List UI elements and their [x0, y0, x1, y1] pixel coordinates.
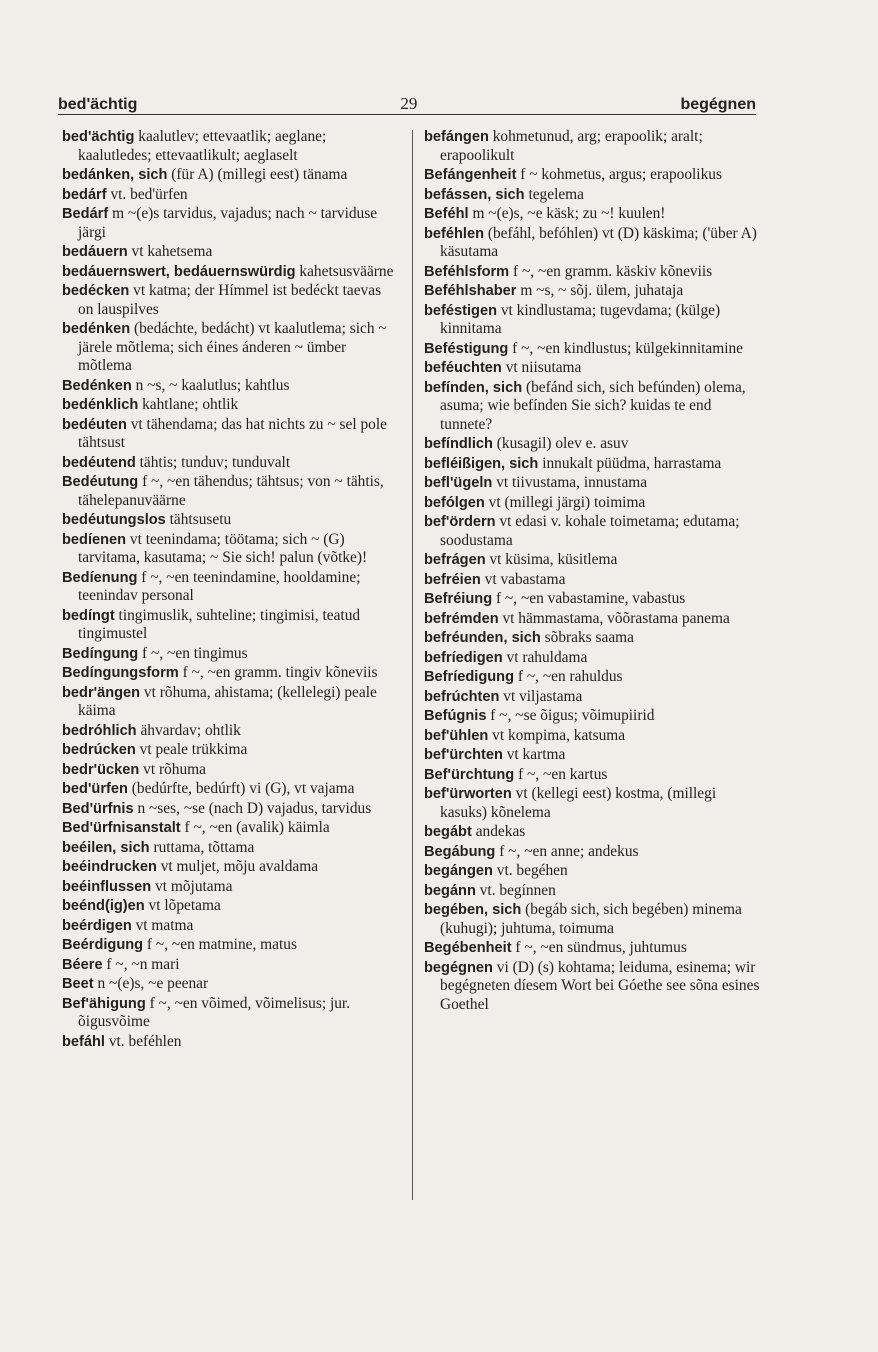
dictionary-entry	[62, 800, 394, 819]
entry-definition: ähvardav; ohtlik	[136, 721, 241, 739]
dictionary-entry	[424, 455, 760, 474]
entry-headword: Bef'ähigung	[62, 995, 146, 1012]
dictionary-entry	[62, 936, 394, 955]
entry-definition: f ~, ~en tähendus; tähtsus; von ~ tähtis, tähelepanuväärne	[78, 473, 388, 509]
left-guideword: bed'ächtig	[58, 96, 138, 113]
dictionary-entry	[424, 649, 760, 668]
entry-definition: (für A) (millegi eest) tänama	[167, 166, 348, 183]
entry-headword: Bedíngungsform	[62, 665, 179, 681]
entry-definition: tähtsusetu	[165, 511, 232, 528]
entry-definition: ruttama, tõttama	[149, 838, 255, 856]
entry-headword: bef'ördern	[424, 514, 496, 530]
entry-headword: bedéutungslos	[62, 512, 166, 528]
dictionary-entry	[62, 839, 394, 858]
entry-headword: bedáuern	[62, 244, 128, 260]
entry-definition: f ~, ~en (avalik) käimla	[180, 819, 330, 836]
entry-headword: befólgen	[424, 494, 485, 511]
dictionary-entry	[62, 995, 394, 1032]
entry-definition: vt. bed'ürfen	[106, 185, 188, 203]
entry-headword: bed'ürfen	[62, 781, 128, 797]
entry-definition: f ~, ~en teenindamine, hooldamine; teenindav personal	[78, 568, 365, 604]
entry-headword: bedáuernswert, bedáuernswürdig	[62, 263, 296, 280]
entry-headword: bedéuten	[62, 416, 127, 433]
entry-headword: befínden, sich	[424, 379, 523, 396]
entry-headword: beérdigen	[62, 917, 132, 934]
dictionary-entry	[62, 128, 394, 165]
entry-definition: (bedúrfte, bedúrft) vi (G), vt vajama	[127, 780, 355, 797]
dictionary-entry	[62, 761, 394, 780]
entry-definition: kohmetunud, arg; erapoolik; aralt; erapoolikult	[440, 128, 707, 164]
page-number: 29	[400, 94, 418, 113]
entry-headword: Bedéutung	[62, 474, 139, 490]
dictionary-entry	[424, 668, 760, 687]
entry-definition: vt. begéhen	[492, 862, 568, 879]
entry-definition: f ~, ~en kartus	[514, 765, 608, 783]
left-column	[62, 128, 394, 1052]
entry-headword: bedéutend	[62, 454, 136, 471]
dictionary-entry	[62, 320, 394, 376]
dictionary-entry	[62, 416, 394, 453]
right-guideword: begégnen	[680, 96, 756, 113]
dictionary-entry	[62, 897, 394, 916]
entry-definition: vt teenindama; töötama; sich ~ (G) tarvitama, kasutama; ~ Sie sich! palun (võtke)!	[78, 530, 368, 566]
entry-headword: bef'ühlen	[424, 727, 489, 744]
entry-headword: bedróhlich	[62, 722, 137, 739]
entry-definition: vt (millegi järgi) toimima	[484, 493, 646, 511]
entry-definition: vt vabastama	[480, 570, 566, 588]
entry-headword: Beet	[62, 976, 94, 992]
dictionary-entry	[424, 688, 760, 707]
entry-definition: vt rõhuma	[139, 760, 206, 778]
dictionary-entry	[424, 843, 760, 862]
page-header	[58, 84, 756, 115]
dictionary-entry	[62, 1033, 394, 1052]
dictionary-entry	[62, 780, 394, 799]
entry-headword: Bed'ürfnisanstalt	[62, 820, 181, 836]
entry-headword: Beféhlshaber	[424, 283, 517, 299]
entry-definition: vt kompima, katsuma	[488, 726, 626, 744]
dictionary-entry	[62, 741, 394, 760]
dictionary-entry	[62, 664, 394, 683]
entry-definition: vt peale trükkima	[135, 741, 248, 758]
dictionary-entry	[424, 359, 760, 378]
dictionary-entry	[62, 282, 394, 319]
dictionary-entry	[424, 263, 760, 282]
entry-definition: f ~, ~en kindlustus; külgekinnitamine	[508, 339, 743, 357]
entry-headword: bef'ürchten	[424, 747, 503, 763]
entry-definition: vt. begínnen	[475, 881, 556, 899]
entry-definition: vt edasi v. kohale toimetama; edutama; soodustama	[440, 513, 744, 549]
entry-definition: m ~s, ~ sõj. ülem, juhataja	[516, 282, 684, 299]
entry-headword: befáhl	[62, 1033, 105, 1050]
dictionary-entry	[424, 785, 760, 822]
right-column	[424, 128, 764, 1015]
entry-headword: bed'ächtig	[62, 129, 135, 145]
dictionary-entry	[62, 917, 394, 936]
entry-headword: bedánken, sich	[62, 167, 168, 183]
entry-definition: f ~, ~se õigus; võimupiirid	[486, 707, 655, 724]
dictionary-entry	[62, 473, 394, 510]
entry-headword: befréunden, sich	[424, 630, 541, 646]
entry-definition: vt niisutama	[501, 359, 582, 376]
entry-headword: bef'ürworten	[424, 786, 512, 802]
entry-definition: kahetsusväärne	[295, 262, 394, 280]
entry-definition: f ~ kohmetus, argus; erapoolikus	[516, 166, 722, 183]
entry-definition: f ~, ~en tingimus	[138, 644, 248, 662]
entry-definition: vi (D) (s) kohtama; leiduma, esinema; wir begégneten díesem Wort bei Góethe see sõna esines Goethel	[440, 958, 764, 1013]
column-divider	[412, 130, 413, 1200]
entry-headword: Bedénken	[62, 377, 132, 394]
entry-definition: f ~, ~en anne; andekus	[495, 842, 639, 860]
entry-headword: Bef'ürchtung	[424, 766, 515, 783]
entry-headword: bedíngt	[62, 607, 115, 624]
entry-definition: tegelema	[524, 185, 584, 203]
entry-headword: bedr'ängen	[62, 684, 141, 701]
entry-headword: bedénken	[62, 321, 131, 337]
dictionary-entry	[62, 722, 394, 741]
dictionary-entry	[62, 684, 394, 721]
entry-definition: vt muljet, mõju avaldama	[156, 858, 319, 875]
entry-headword: beéinflussen	[62, 878, 152, 895]
entry-definition: (bedáchte, bedácht) vt kaalutlema; sich ~ järele mõtlema; sich éines ánderen ~ ümber mõtlema	[78, 320, 391, 374]
entry-definition: vt kahetsema	[127, 243, 213, 260]
entry-definition: vt (kellegi eest) kostma, (millegi kasuks) kõnelema	[440, 785, 720, 821]
dictionary-entry	[424, 513, 760, 550]
dictionary-entry	[424, 590, 760, 609]
entry-headword: begángen	[424, 863, 493, 879]
dictionary-entry	[62, 975, 394, 994]
entry-definition: innukalt püüdma, harrastama	[538, 454, 722, 472]
entry-definition: vt tähendama; das hat nichts zu ~ sel pole tähtsust	[78, 415, 391, 451]
entry-headword: befrúchten	[424, 688, 500, 705]
dictionary-entry	[62, 186, 394, 205]
entry-headword: beéilen, sich	[62, 839, 150, 856]
entry-definition: f ~, ~en rahuldus	[514, 668, 623, 685]
entry-definition: vt lõpetama	[144, 897, 221, 914]
dictionary-entry	[424, 939, 760, 958]
dictionary-entry	[424, 766, 760, 785]
entry-headword: beéindrucken	[62, 859, 157, 875]
entry-headword: bedr'ücken	[62, 761, 140, 778]
entry-headword: befássen, sich	[424, 186, 525, 203]
entry-headword: begében, sich	[424, 902, 522, 918]
dictionary-entry	[424, 610, 760, 629]
entry-headword: begábt	[424, 824, 472, 840]
entry-headword: Bedíenung	[62, 569, 138, 586]
entry-definition: m ~(e)s, ~e käsk; zu ~! kuulen!	[468, 205, 666, 222]
entry-definition: vt küsima, küsitlema	[485, 551, 618, 568]
dictionary-entry	[424, 629, 760, 648]
entry-headword: befréien	[424, 571, 481, 588]
entry-headword: Befréiung	[424, 591, 493, 607]
dictionary-entry	[424, 379, 760, 435]
entry-headword: befléißigen, sich	[424, 455, 539, 472]
dictionary-entry	[424, 551, 760, 570]
entry-definition: vt kartma	[502, 746, 566, 763]
entry-headword: befíndlich	[424, 436, 493, 452]
entry-definition: vt rõhuma, ahistama; (kellelegi) peale käima	[78, 683, 381, 719]
dictionary-entry	[424, 166, 760, 185]
entry-headword: Bedíngung	[62, 645, 139, 662]
entry-definition: kahtlane; ohtlik	[138, 396, 239, 413]
dictionary-entry	[424, 958, 764, 1015]
entry-definition: tähtis; tunduv; tunduvalt	[135, 453, 291, 471]
entry-headword: Beérdigung	[62, 937, 144, 953]
entry-headword: beénd(ig)en	[62, 898, 145, 914]
entry-definition: f ~, ~en gramm. tingiv kõneviis	[178, 664, 378, 681]
dictionary-entry	[62, 858, 394, 877]
entry-headword: Beféstigung	[424, 340, 509, 357]
entry-definition: tingimuslik, suhteline; tingimisi, teatud tingimustel	[78, 606, 364, 642]
entry-headword: bedécken	[62, 283, 130, 299]
entry-definition: andekas	[471, 823, 526, 840]
entry-headword: bedíenen	[62, 531, 127, 548]
entry-definition: vt rahuldama	[502, 648, 588, 666]
dictionary-entry	[62, 878, 394, 897]
entry-headword: Befángenheit	[424, 167, 517, 183]
entry-definition: (befáhl, befóhlen) vt (D) käskima; ('über A) käsutama	[440, 224, 761, 260]
entry-definition: f ~, ~en vabastamine, vabastus	[492, 590, 686, 607]
dictionary-entry	[62, 531, 394, 568]
entry-headword: bedénklich	[62, 397, 139, 413]
dictionary-entry	[424, 707, 760, 726]
dictionary-entry	[424, 901, 760, 938]
entry-definition: sõbraks saama	[540, 629, 634, 646]
entry-definition: (begáb sich, sich begében) minema (kuhugi); juhtuma, toimuma	[440, 901, 746, 937]
dictionary-entry	[62, 396, 394, 415]
dictionary-entry	[62, 263, 394, 282]
entry-definition: f ~, ~en võimed, võimelisus; jur. õigusvõime	[78, 994, 354, 1030]
entry-headword: befl'ügeln	[424, 475, 493, 491]
entry-headword: Befríedigung	[424, 669, 514, 685]
entry-definition: vt katma; der Hímmel ist bedéckt taevas on lauspilves	[78, 282, 385, 318]
entry-definition: vt mõjutama	[151, 877, 233, 895]
dictionary-entry	[424, 340, 760, 359]
entry-definition: vt viljastama	[499, 687, 583, 705]
dictionary-entry	[62, 454, 394, 473]
entry-headword: Begébenheit	[424, 940, 512, 956]
dictionary-entry	[424, 186, 760, 205]
dictionary-entry	[424, 882, 760, 901]
dictionary-entry	[424, 571, 760, 590]
dictionary-entry	[62, 377, 394, 396]
dictionary-entry	[62, 607, 394, 644]
entry-headword: Béere	[62, 956, 103, 973]
dictionary-entry	[62, 819, 394, 838]
entry-headword: bedárf	[62, 186, 107, 203]
dictionary-entry	[424, 474, 760, 493]
entry-headword: bedrúcken	[62, 742, 136, 758]
entry-headword: befríedigen	[424, 649, 503, 666]
dictionary-entry	[424, 205, 760, 224]
entry-headword: beféhlen	[424, 225, 485, 242]
entry-definition: f ~, ~en matmine, matus	[143, 936, 297, 953]
dictionary-entry	[424, 302, 760, 339]
dictionary-entry	[424, 823, 760, 842]
entry-definition: vt hämmastama, võõrastama panema	[498, 609, 730, 627]
dictionary-entry	[424, 494, 760, 513]
entry-headword: befángen	[424, 129, 489, 145]
entry-definition: n ~ses, ~se (nach D) vajadus, tarvidus	[133, 799, 372, 817]
entry-definition: (befánd sich, sich befúnden) olema, asuma; wie befínden Sie sich? kuidas te end tunnete?	[440, 378, 750, 433]
entry-headword: befrémden	[424, 610, 499, 627]
entry-headword: begánn	[424, 882, 476, 899]
entry-headword: Beféhl	[424, 206, 469, 222]
entry-definition: (kusagil) olev e. asuv	[492, 435, 629, 452]
dictionary-entry	[424, 225, 760, 262]
dictionary-entry	[62, 569, 394, 606]
entry-headword: Bedárf	[62, 206, 109, 222]
dictionary-entry	[424, 128, 760, 165]
dictionary-entry	[424, 746, 760, 765]
dictionary-entry	[62, 243, 394, 262]
dictionary-entry	[62, 166, 394, 185]
dictionary-entry	[424, 862, 760, 881]
entry-headword: Befúgnis	[424, 708, 487, 724]
entry-definition: m ~(e)s tarvidus, vajadus; nach ~ tarviduse järgi	[78, 205, 381, 241]
entry-definition: kaalutlev; ettevaatlik; aeglane; kaalutledes; ettevaatlikult; aeglaselt	[78, 128, 331, 164]
entry-definition: vt tiivustama, innustama	[492, 474, 648, 491]
dictionary-entry	[62, 645, 394, 664]
entry-headword: beféstigen	[424, 302, 497, 319]
entry-definition: n ~s, ~ kaalutlus; kahtlus	[131, 376, 290, 394]
entry-headword: Bed'ürfnis	[62, 800, 134, 817]
entry-definition: f ~, ~en gramm. käskiv kõneviis	[509, 262, 713, 280]
entry-definition: vt kindlustama; tugevdama; (külge) kinnitama	[440, 301, 724, 337]
entry-headword: beféuchten	[424, 360, 502, 376]
entry-headword: Beféhlsform	[424, 263, 510, 280]
dictionary-entry	[424, 727, 760, 746]
entry-definition: vt matma	[131, 916, 194, 934]
entry-headword: Begábung	[424, 843, 496, 860]
dictionary-entry	[62, 956, 394, 975]
entry-definition: f ~, ~en sündmus, juhtumus	[511, 939, 687, 956]
entry-headword: begégnen	[424, 959, 493, 976]
entry-headword: befrágen	[424, 552, 486, 568]
dictionary-entry	[62, 511, 394, 530]
entry-definition: vt. beféhlen	[104, 1032, 182, 1050]
dictionary-entry	[424, 282, 760, 301]
entry-definition: f ~, ~n mari	[102, 955, 180, 973]
dictionary-entry	[424, 435, 760, 454]
entry-definition: n ~(e)s, ~e peenar	[93, 975, 209, 992]
dictionary-entry	[62, 205, 394, 242]
